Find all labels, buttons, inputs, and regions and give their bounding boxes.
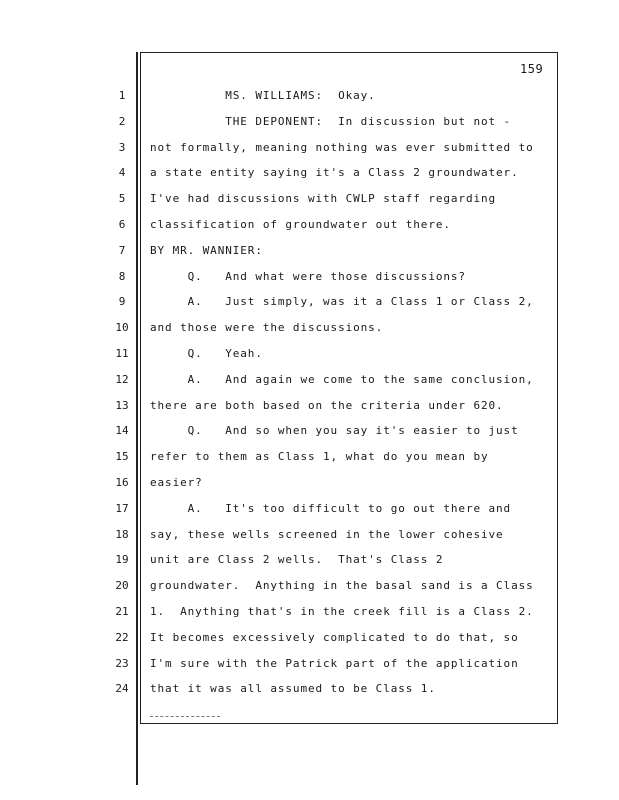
line-number: 9: [118, 295, 126, 309]
line-number: 7: [118, 243, 126, 257]
transcript-line: It becomes excessively complicated to do that, so: [150, 630, 519, 644]
line-number: 19: [115, 553, 129, 567]
line-number: 14: [115, 424, 129, 438]
line-number: 17: [115, 501, 129, 515]
transcript-line: a state entity saying it's a Class 2 groundwater.: [150, 166, 519, 180]
line-number: 24: [115, 682, 129, 696]
line-number: 4: [118, 166, 126, 180]
transcript-line: refer to them as Class 1, what do you mean by: [150, 450, 489, 464]
transcript-line: A. Just simply, was it a Class 1 or Class 2,: [150, 295, 534, 309]
transcript-line: there are both based on the criteria under 620.: [150, 398, 504, 412]
line-number: 23: [115, 656, 129, 670]
line-number: 21: [115, 605, 129, 618]
transcript-line: Q. And so when you say it's easier to just: [150, 424, 519, 438]
line-number: 5: [118, 192, 126, 206]
line-number: 12: [115, 372, 129, 386]
transcript-line: classification of groundwater out there.: [150, 218, 451, 231]
transcript-line: groundwater. Anything in the basal sand is a Class: [150, 579, 534, 593]
transcript-line: THE DEPONENT: In discussion but not -: [150, 114, 512, 128]
transcript-line: easier?: [150, 476, 203, 489]
transcript-line: and those were the discussions.: [150, 321, 384, 335]
line-number: 18: [115, 527, 129, 541]
transcript-line: MS. WILLIAMS: Okay.: [150, 89, 376, 102]
transcript-line: I've had discussions with CWLP staff regarding: [150, 192, 497, 206]
line-number: 1: [118, 89, 126, 102]
transcript-line: BY MR. WANNIER:: [150, 243, 263, 257]
line-number: 16: [115, 476, 129, 489]
line-number: 20: [115, 579, 129, 593]
line-number: 3: [118, 140, 126, 154]
transcript-line: that it was all assumed to be Class 1.: [150, 682, 436, 696]
transcript-line: unit are Class 2 wells. That's Class 2: [150, 553, 444, 567]
transcript-line: I'm sure with the Patrick part of the application: [150, 656, 519, 670]
transcript-line: 1. Anything that's in the creek fill is a Class 2.: [150, 605, 534, 618]
footer-rule: [150, 716, 220, 717]
line-number: 8: [118, 269, 126, 283]
page-number: 159: [520, 62, 544, 76]
transcript-line: A. It's too difficult to go out there and: [150, 501, 512, 515]
transcript-line: A. And again we come to the same conclusion,: [150, 372, 534, 386]
line-number: 13: [115, 398, 129, 412]
line-number: 22: [115, 630, 129, 644]
margin-rule: [136, 52, 138, 785]
transcript-line: not formally, meaning nothing was ever submitted to: [150, 140, 534, 154]
transcript-line: Q. Yeah.: [150, 347, 263, 360]
line-number: 2: [118, 114, 126, 128]
transcript-line: say, these wells screened in the lower cohesive: [150, 527, 504, 541]
line-number: 10: [115, 321, 129, 335]
line-number: 11: [115, 347, 129, 360]
line-number: 6: [118, 218, 126, 231]
line-number: 15: [115, 450, 129, 464]
transcript-line: Q. And what were those discussions?: [150, 269, 466, 283]
